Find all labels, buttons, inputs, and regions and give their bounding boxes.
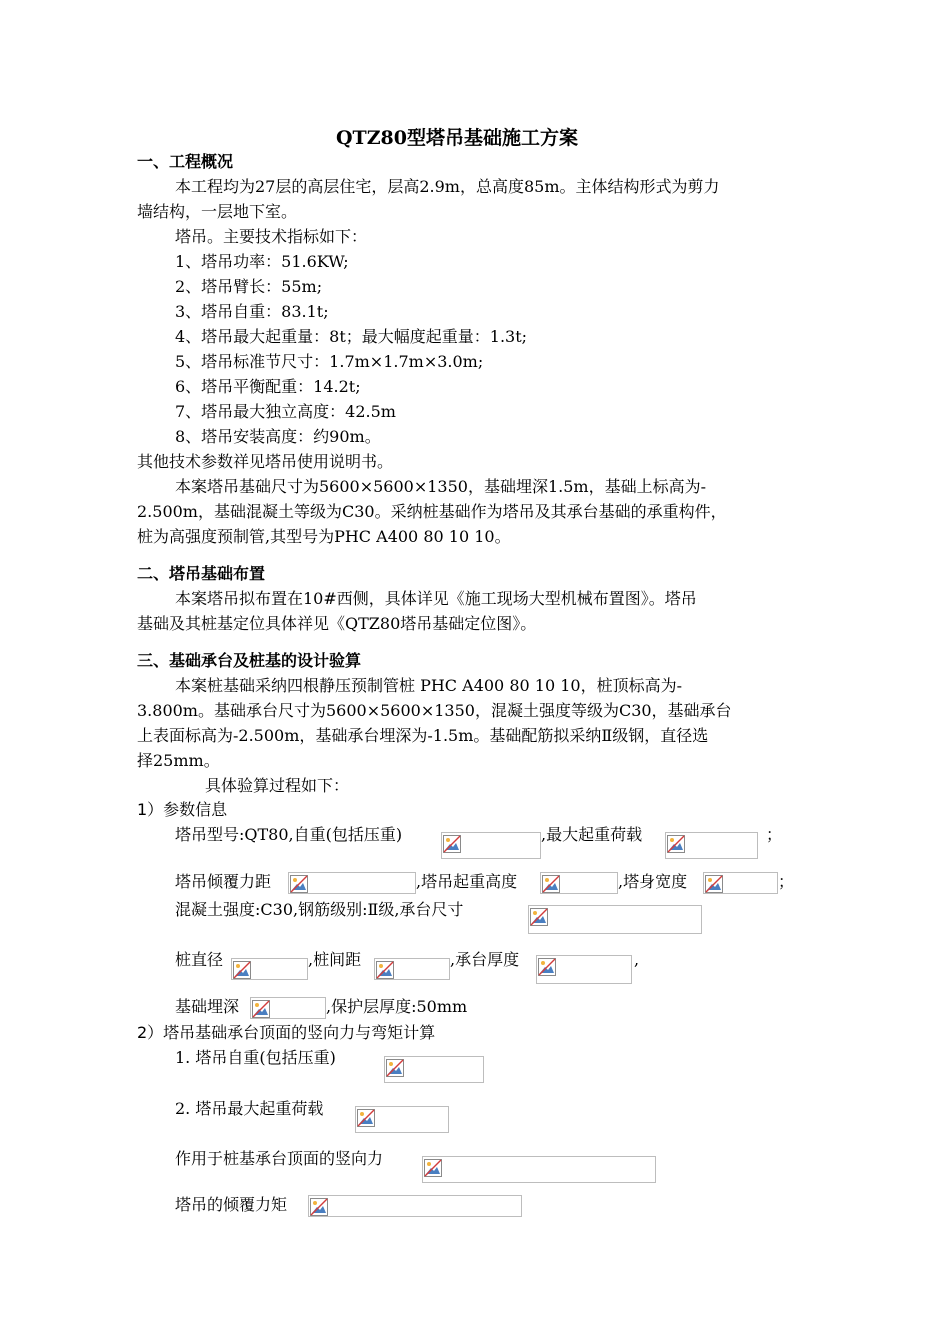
paragraph-line: 墙结构，一层地下室。: [137, 202, 298, 221]
param-text: 塔吊倾覆力距: [175, 872, 272, 891]
formula-image-box: [536, 955, 632, 984]
param-text: ,塔身宽度: [618, 872, 688, 891]
paragraph-line: 本案桩基础采纳四根静压预制管桩 PHC A400 80 10 10，桩顶标高为-: [175, 676, 682, 695]
broken-image-icon: [376, 961, 394, 979]
param-text: 基础埋深: [175, 997, 240, 1016]
formula-image-box: [308, 1195, 522, 1217]
broken-image-icon: [310, 1198, 328, 1216]
formula-image-box: [355, 1106, 449, 1133]
formula-image-box: [665, 832, 758, 859]
broken-image-icon: [386, 1059, 404, 1077]
broken-image-icon: [233, 961, 251, 979]
paragraph-line: 塔吊。主要技术指标如下：: [175, 227, 368, 246]
paragraph-line: 本案塔吊拟布置在10#西侧，具体详见《施工现场大型机械布置图》。塔吊: [175, 589, 697, 608]
param-text: ,承台厚度: [450, 950, 520, 969]
broken-image-icon: [357, 1109, 375, 1127]
paragraph-line: 上表面标高为-2.500m，基础承台埋深为-1.5m。基础配筋拟采纳Ⅱ级钢，直径选: [137, 726, 709, 745]
section-heading-1: 一、工程概况: [137, 152, 234, 171]
paragraph-line: 本工程均为27层的高层住宅，层高2.9m，总高度85m。主体结构形式为剪力: [175, 177, 720, 196]
broken-image-icon: [443, 835, 461, 853]
list-item: 7、塔吊最大独立高度：42.5m: [175, 402, 396, 421]
paragraph-line: 其他技术参数祥见塔吊使用说明书。: [137, 452, 394, 471]
paragraph-line: 择25mm。: [137, 751, 220, 770]
param-text: 塔吊型号:QT80,自重(包括压重): [175, 825, 403, 844]
paragraph-line: 基础及其桩基定位具体祥见《QTZ80塔吊基础定位图》。: [137, 614, 537, 633]
calc-item: 2. 塔吊最大起重荷载: [175, 1099, 324, 1118]
param-text: ；: [778, 872, 795, 891]
list-item: 3、塔吊自重：83.1t;: [175, 302, 329, 321]
list-item: 8、塔吊安装高度：约90m。: [175, 427, 381, 446]
subheading-force-moment: 2）塔吊基础承台顶面的竖向力与弯矩计算: [137, 1023, 436, 1042]
list-item: 5、塔吊标准节尺寸：1.7m×1.7m×3.0m;: [175, 352, 484, 371]
list-item: 4、塔吊最大起重量：8t；最大幅度起重量：1.3t;: [175, 327, 528, 346]
formula-image-box: [288, 872, 416, 894]
broken-image-icon: [424, 1159, 442, 1177]
formula-image-box: [231, 958, 308, 980]
list-item: 1、塔吊功率：51.6KW;: [175, 252, 349, 271]
paragraph-line: 2.500m，基础混凝土等级为C30。采纳桩基础作为塔吊及其承台基础的承重构件，: [137, 502, 727, 521]
formula-image-box: [374, 958, 450, 980]
param-text: ,桩间距: [308, 950, 362, 969]
param-text: 桩直径: [175, 950, 224, 969]
calc-item: 1. 塔吊自重(包括压重): [175, 1048, 336, 1067]
page-title: QTZ80型塔吊基础施工方案: [336, 127, 579, 149]
subheading-parameters: 1）参数信息: [137, 800, 228, 819]
param-text: ,最大起重荷载: [541, 825, 643, 844]
formula-image-box: [703, 872, 778, 894]
formula-image-box: [250, 997, 326, 1019]
broken-image-icon: [542, 875, 560, 893]
section-heading-3: 三、基础承台及桩基的设计验算: [137, 651, 362, 670]
broken-image-icon: [530, 908, 548, 926]
list-item: 6、塔吊平衡配重：14.2t;: [175, 377, 361, 396]
param-text: 混凝土强度:C30,钢筋级别:Ⅱ级,承台尺寸: [175, 900, 464, 919]
calc-item: 作用于桩基承台顶面的竖向力: [175, 1149, 384, 1168]
paragraph-line: 具体验算过程如下：: [205, 776, 350, 795]
formula-image-box: [441, 832, 541, 859]
param-text: ,保护层厚度:50mm: [326, 997, 468, 1016]
calc-item: 塔吊的倾覆力矩: [175, 1195, 288, 1214]
paragraph-line: 3.800m。基础承台尺寸为5600×5600×1350，混凝土强度等级为C30，基础承台: [137, 701, 732, 720]
formula-image-box: [540, 872, 618, 894]
paragraph-line: 桩为高强度预制管,其型号为PHC A400 80 10 10。: [137, 527, 511, 546]
broken-image-icon: [705, 875, 723, 893]
broken-image-icon: [667, 835, 685, 853]
broken-image-icon: [252, 1000, 270, 1018]
formula-image-box: [384, 1056, 484, 1083]
formula-image-box: [528, 905, 702, 934]
broken-image-icon: [538, 958, 556, 976]
list-item: 2、塔吊臂长：55m;: [175, 277, 323, 296]
broken-image-icon: [290, 875, 308, 893]
section-heading-2: 二、塔吊基础布置: [137, 564, 266, 583]
param-text: ；: [766, 825, 783, 844]
paragraph-line: 本案塔吊基础尺寸为5600×5600×1350，基础埋深1.5m，基础上标高为-: [175, 477, 706, 496]
formula-image-box: [422, 1156, 656, 1183]
param-text: ,: [634, 950, 640, 969]
param-text: ,塔吊起重高度: [416, 872, 518, 891]
